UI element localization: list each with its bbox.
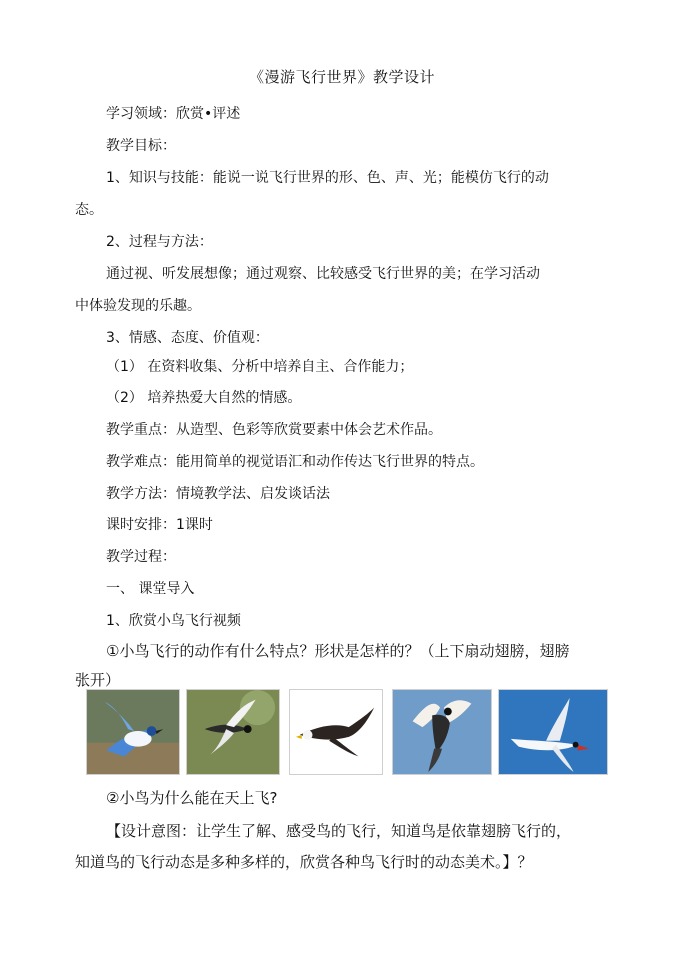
goal-3-heading: 3、情感、态度、价值观： — [106, 330, 269, 346]
difficulties-line: 教学难点：能用简单的视觉语汇和动作传达飞行世界的特点。 — [106, 454, 484, 470]
blue-jay-image — [87, 690, 179, 774]
bird-photo-3 — [289, 689, 383, 775]
learning-area-line: 学习领域：欣赏•评述 — [106, 106, 241, 122]
eagle-image — [290, 690, 382, 774]
bird-photo-4 — [392, 689, 492, 775]
bird-photo-strip — [86, 689, 616, 775]
section-1-heading: 一、 课堂导入 — [106, 581, 195, 597]
teaching-goals-heading: 教学目标： — [106, 138, 176, 154]
goal-2-continuation: 中体验发现的乐趣。 — [75, 298, 201, 314]
white-bird-image — [187, 690, 279, 774]
schedule-line: 课时安排：1课时 — [106, 517, 213, 533]
goal-2-line: 通过视、听发展想像；通过观察、比较感受飞行世界的美；在学习活动 — [106, 266, 540, 282]
magpie-image — [393, 690, 491, 774]
design-intent-continuation: 知道鸟的飞行动态是多种多样的，欣赏各种鸟飞行时的动态美术。】？ — [75, 853, 533, 871]
bird-photo-1 — [86, 689, 180, 775]
methods-line: 教学方法：情境教学法、启发谈话法 — [106, 486, 330, 502]
goal-2-heading: 2、过程与方法： — [106, 234, 213, 250]
goal-1-line: 1、知识与技能：能说一说飞行世界的形、色、声、光；能模仿飞行的动 — [106, 170, 549, 186]
question-2-line: ②小鸟为什么能在天上飞? — [106, 789, 278, 807]
step-1-line: 1、欣赏小鸟飞行视频 — [106, 613, 241, 629]
document-title: 《漫游飞行世界》教学设计 — [248, 68, 435, 86]
goal-3-item-2: （2） 培养热爱大自然的情感。 — [106, 390, 302, 406]
design-intent-line: 【设计意图：让学生了解、感受鸟的飞行，知道鸟是依靠翅膀飞行的， — [106, 822, 572, 840]
key-points-line: 教学重点：从造型、色彩等欣赏要素中体会艺术作品。 — [106, 422, 442, 438]
question-1-continuation: 张开） — [75, 671, 121, 689]
bird-photo-5 — [498, 689, 608, 775]
goal-3-item-1: （1） 在资料收集、分析中培养自主、合作能力； — [106, 359, 414, 375]
process-heading: 教学过程： — [106, 549, 176, 565]
bird-photo-2 — [186, 689, 280, 775]
question-1-line: ①小鸟飞行的动作有什么特点？形状是怎样的？（上下扇动翅膀，翅膀 — [106, 642, 570, 660]
goal-1-continuation: 态。 — [75, 202, 103, 218]
tern-image — [499, 690, 607, 774]
